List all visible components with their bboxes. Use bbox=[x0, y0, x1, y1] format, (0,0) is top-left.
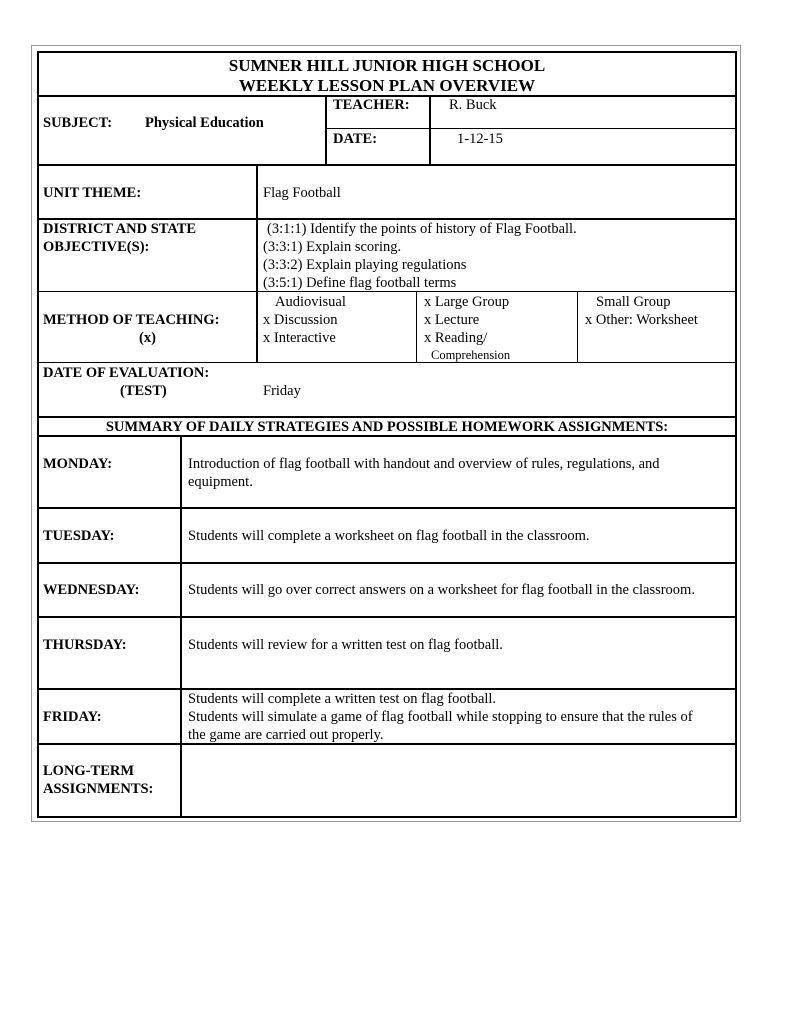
teacher-value: R. Buck bbox=[449, 97, 497, 113]
method-option: x Lecture bbox=[424, 312, 480, 328]
plan-title: WEEKLY LESSON PLAN OVERVIEW bbox=[238, 76, 536, 95]
subject-label: SUBJECT: bbox=[43, 115, 113, 131]
date-value: 1-12-15 bbox=[457, 131, 503, 147]
divider bbox=[37, 362, 737, 363]
evaluation-label: DATE OF EVALUATION: bbox=[43, 365, 210, 381]
wednesday-label: WEDNESDAY: bbox=[43, 582, 140, 598]
divider bbox=[37, 562, 737, 564]
method-option: x Interactive bbox=[263, 330, 336, 346]
subject-value: Physical Education bbox=[145, 115, 264, 131]
divider bbox=[256, 164, 258, 362]
unit-theme-label: UNIT THEME: bbox=[43, 185, 142, 201]
method-label: METHOD OF TEACHING: bbox=[43, 312, 220, 328]
objectives-label: OBJECTIVE(S): bbox=[43, 239, 150, 255]
divider bbox=[37, 291, 737, 292]
divider bbox=[37, 435, 737, 437]
thursday-text: Students will review for a written test on flag football. bbox=[188, 637, 503, 653]
thursday-label: THURSDAY: bbox=[43, 637, 127, 653]
divider bbox=[429, 95, 431, 165]
divider bbox=[180, 435, 182, 818]
objective-item: (3:3:1) Explain scoring. bbox=[263, 239, 402, 255]
long-term-label: LONG-TERM bbox=[43, 763, 135, 779]
long-term-label: ASSIGNMENTS: bbox=[43, 781, 154, 797]
monday-label: MONDAY: bbox=[43, 456, 113, 472]
divider bbox=[37, 616, 737, 618]
divider bbox=[416, 291, 417, 362]
divider bbox=[37, 507, 737, 509]
tuesday-label: TUESDAY: bbox=[43, 528, 115, 544]
method-option: x Large Group bbox=[424, 294, 510, 310]
friday-text: Students will complete a written test on flag football. bbox=[188, 691, 497, 707]
evaluation-value: Friday bbox=[263, 383, 301, 399]
friday-text: Students will simulate a game of flag football while stopping to ensure that the rules of bbox=[188, 709, 693, 725]
monday-text: equipment. bbox=[188, 474, 253, 490]
wednesday-text: Students will go over correct answers on a worksheet for flag football in the classroom. bbox=[188, 582, 695, 598]
teacher-label: TEACHER: bbox=[333, 97, 410, 113]
objective-item: (3:3:2) Explain playing regulations bbox=[263, 257, 467, 273]
objective-item: (3:5:1) Define flag football terms bbox=[263, 275, 457, 291]
objective-item: (3:1:1) Identify the points of history of Flag Football. bbox=[267, 221, 577, 237]
method-option: x Other: Worksheet bbox=[585, 312, 698, 328]
friday-text: the game are carried out properly. bbox=[188, 727, 384, 743]
method-option: x Reading/ bbox=[424, 330, 488, 346]
summary-heading: SUMMARY OF DAILY STRATEGIES AND POSSIBLE HOMEWORK ASSIGNMENTS: bbox=[105, 419, 669, 435]
tuesday-text: Students will complete a worksheet on flag football in the classroom. bbox=[188, 528, 590, 544]
divider bbox=[577, 291, 578, 362]
school-name: SUMNER HILL JUNIOR HIGH SCHOOL bbox=[228, 56, 546, 75]
divider bbox=[325, 128, 737, 129]
method-option: Audiovisual bbox=[275, 294, 346, 310]
date-label: DATE: bbox=[333, 131, 378, 147]
method-option: Comprehension bbox=[431, 348, 511, 362]
divider bbox=[325, 95, 327, 165]
divider bbox=[37, 164, 737, 166]
evaluation-label: (TEST) bbox=[120, 383, 167, 399]
monday-text: Introduction of flag football with handout and overview of rules, regulations, and bbox=[188, 456, 660, 472]
method-label: (x) bbox=[139, 330, 156, 346]
objectives-label: DISTRICT AND STATE bbox=[43, 221, 197, 237]
method-option: Small Group bbox=[596, 294, 671, 310]
unit-theme-value: Flag Football bbox=[263, 185, 341, 201]
divider bbox=[37, 743, 737, 745]
method-option: x Discussion bbox=[263, 312, 338, 328]
friday-label: FRIDAY: bbox=[43, 709, 102, 725]
